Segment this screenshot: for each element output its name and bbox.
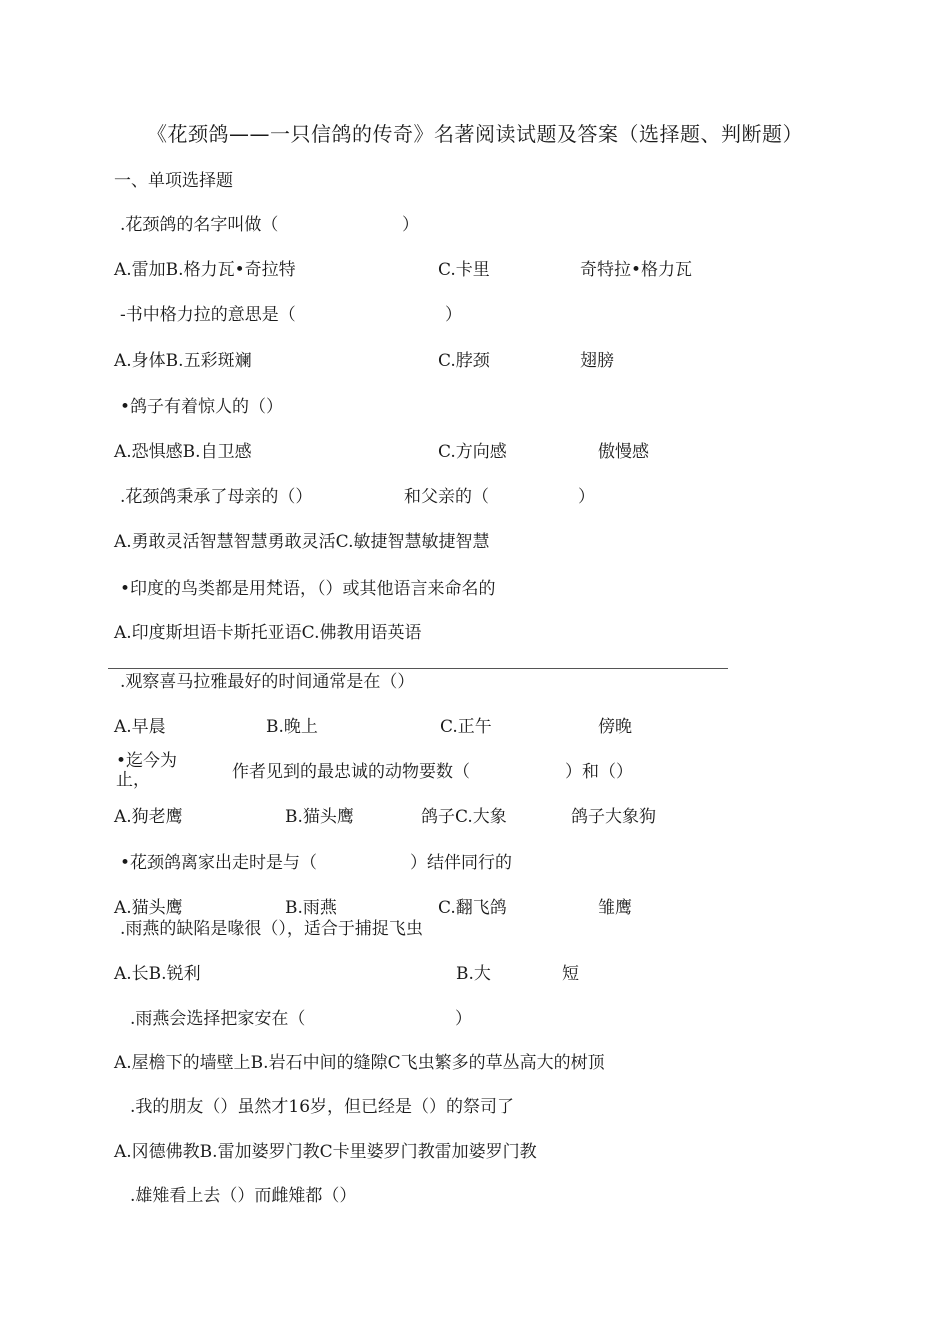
question-10-options: A.屋檐下的墙壁上B.岩石中间的缝隙C飞虫繁多的草丛高大的树顶 xyxy=(114,1053,605,1073)
horizontal-rule xyxy=(108,668,728,669)
question-1-options-ab: A.雷加B.格力瓦•奇拉特 xyxy=(114,260,296,280)
question-1-bracket: ） xyxy=(402,215,419,235)
question-6-option-a: A.早晨 xyxy=(114,717,166,737)
question-7-stem-start: •迄今为止， xyxy=(116,751,178,790)
question-7-stem: 作者见到的最忠诚的动物要数（ xyxy=(232,762,470,782)
question-4-bracket: ） xyxy=(578,487,595,507)
question-9-options-ab: A.长B.锐利 xyxy=(114,964,201,984)
question-6-stem: .观察喜马拉雅最好的时间通常是在（） xyxy=(120,672,415,692)
question-2-options-ab: A.身体B.五彩斑斓 xyxy=(114,351,252,371)
question-8-option-a: A.猫头鹰 xyxy=(114,898,183,918)
question-8-stem: •花颈鸽离家出走时是与（ xyxy=(120,853,318,873)
question-2-option-c: C.脖颈 xyxy=(438,351,490,371)
question-6-option-c: C.正午 xyxy=(440,717,492,737)
question-8-option-d: 雏鹰 xyxy=(598,898,632,918)
document-title: 《花颈鸽——一只信鸽的传奇》名著阅读试题及答案（选择题、判断题） xyxy=(147,122,803,146)
question-7-option-c: 鸽子C.大象 xyxy=(421,807,507,827)
question-7-stem-end: ）和（） xyxy=(565,762,633,782)
question-4-stem: .花颈鸽秉承了母亲的（） xyxy=(120,487,313,507)
question-3-option-c: C.方向感 xyxy=(438,442,507,462)
question-7-option-d: 鸽子大象狗 xyxy=(571,807,656,827)
question-5-stem: •印度的鸟类都是用梵语，（）或其他语言来命名的 xyxy=(120,579,496,599)
question-7-option-b: B.猫头鹰 xyxy=(285,807,354,827)
question-5-options: A.印度斯坦语卡斯托亚语C.佛教用语英语 xyxy=(114,623,422,643)
question-6-option-d: 傍晚 xyxy=(598,717,632,737)
question-1-option-d: 奇特拉•格力瓦 xyxy=(580,260,693,280)
question-6-option-b: B.晚上 xyxy=(266,717,318,737)
question-2-option-d: 翅膀 xyxy=(580,351,614,371)
question-9-option-c: B.大 xyxy=(456,964,491,984)
question-3-stem: •鸽子有着惊人的（） xyxy=(120,397,284,417)
question-7-option-a: A.狗老鹰 xyxy=(114,807,183,827)
question-9-stem: .雨燕的缺陷是喙很（），适合于捕捉飞虫 xyxy=(120,919,423,939)
question-11-options: A.冈德佛教B.雷加婆罗门教C卡里婆罗门教雷加婆罗门教 xyxy=(114,1142,537,1162)
section-heading: 一、单项选择题 xyxy=(114,171,233,191)
question-9-option-d: 短 xyxy=(562,964,579,984)
question-10-stem: .雨燕会选择把家安在（ xyxy=(130,1009,306,1029)
question-4-stem-mid: 和父亲的（ xyxy=(404,487,489,507)
question-8-stem-end: ）结伴同行的 xyxy=(410,853,512,873)
question-11-stem: .我的朋友（）虽然才16岁，但已经是（）的祭司了 xyxy=(130,1097,515,1117)
question-2-stem: -书中格力拉的意思是（ xyxy=(120,305,296,325)
question-3-option-d: 傲慢感 xyxy=(598,442,649,462)
question-12-stem: .雄雉看上去（）而雌雉都（） xyxy=(130,1186,357,1206)
question-2-bracket: ） xyxy=(445,305,462,325)
question-3-options-ab: A.恐惧感B.自卫感 xyxy=(114,442,252,462)
question-8-option-b: B.雨燕 xyxy=(285,898,337,918)
question-10-bracket: ） xyxy=(455,1009,472,1029)
question-1-stem: .花颈鸽的名字叫做（ xyxy=(120,215,279,235)
question-1-option-c: C.卡里 xyxy=(438,260,490,280)
question-4-options: A.勇敢灵活智慧智慧勇敢灵活C.敏捷智慧敏捷智慧 xyxy=(114,532,490,552)
question-8-option-c: C.翻飞鸽 xyxy=(438,898,507,918)
